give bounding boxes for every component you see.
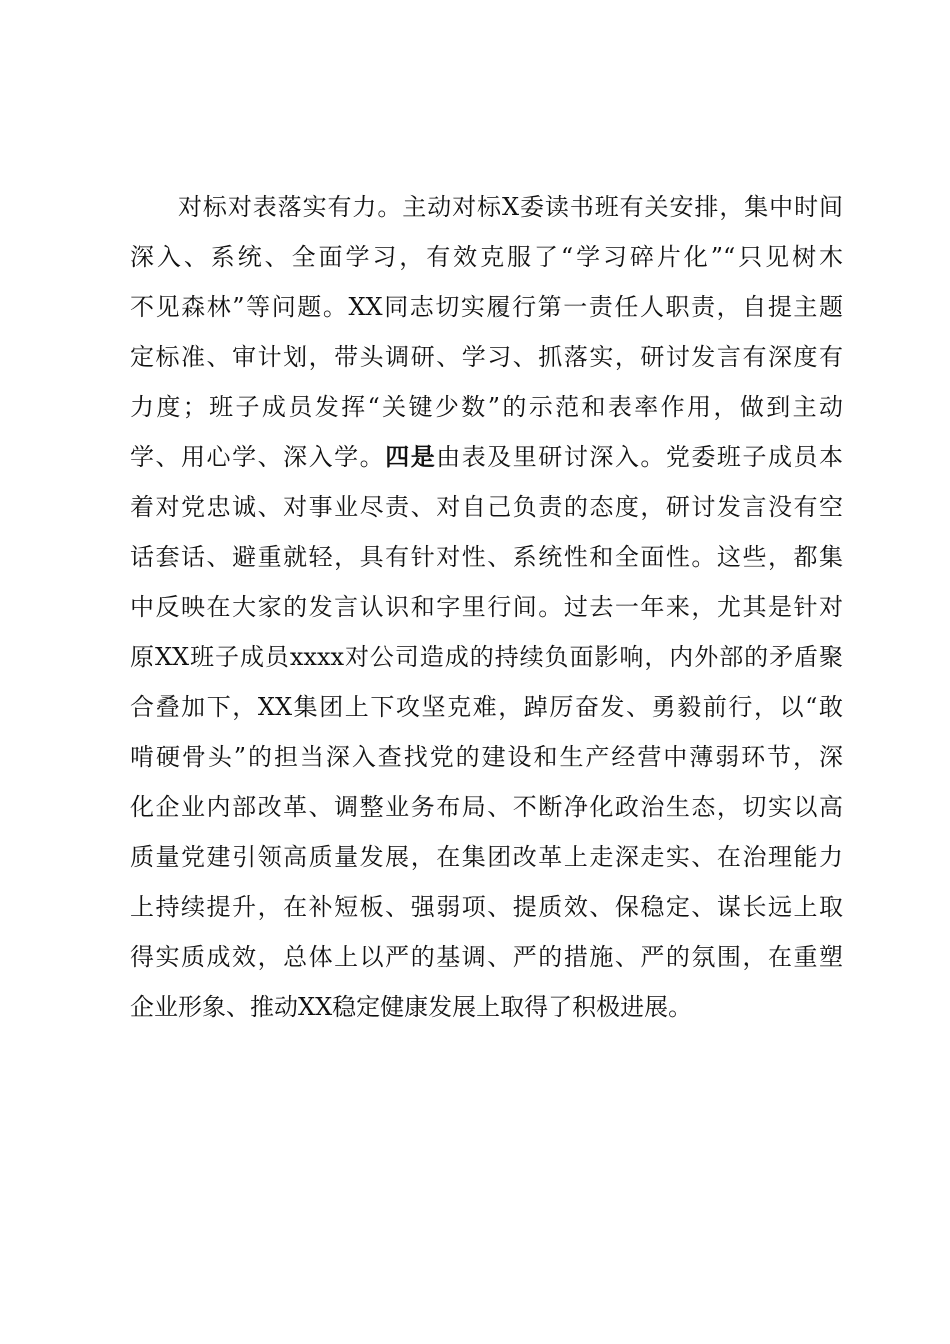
line-6-text-after: 由表及里研讨深入。党委班子成员本 (436, 443, 844, 471)
paragraph-line-6 (130, 432, 843, 482)
bold-marker-sishi: 四是 (385, 442, 437, 471)
line-6-text-before: 学、用心学、深入学。 (130, 443, 386, 471)
paragraph-line-12: 啃硬骨头”的担当深入查找党的建设和生产经营中薄弱环节，深 (130, 743, 843, 771)
paragraph-line-11: 合叠加下，XX集团上下攻坚克难，踔厉奋发、勇毅前行，以“敢 (130, 693, 843, 721)
paragraph-line-13: 化企业内部改革、调整业务布局、不断净化政治生态，切实以高 (130, 793, 843, 821)
paragraph-line-10: 原XX班子成员xxxx对公司造成的持续负面影响，内外部的矛盾聚 (130, 643, 843, 671)
paragraph-line-15: 上持续提升，在补短板、强弱项、提质效、保稳定、谋长远上取 (130, 893, 843, 921)
paragraph-line-1: 对标对表落实有力。主动对标X委读书班有关安排，集中时间 (178, 193, 843, 221)
paragraph-line-3: 不见森林”等问题。XX同志切实履行第一责任人职责，自提主题 (130, 293, 843, 321)
paragraph-line-2: 深入、系统、全面学习，有效克服了“学习碎片化”“只见树木 (130, 243, 843, 271)
paragraph-line-7: 着对党忠诚、对事业尽责、对自己负责的态度，研讨发言没有空 (130, 493, 843, 521)
body-paragraph (130, 182, 843, 1032)
paragraph-line-5: 力度；班子成员发挥“关键少数”的示范和表率作用，做到主动 (130, 393, 843, 421)
paragraph-line-4: 定标准、审计划，带头调研、学习、抓落实，研讨发言有深度有 (130, 343, 843, 371)
paragraph-line-17: 企业形象、推动XX稳定健康发展上取得了积极进展。 (130, 993, 693, 1021)
paragraph-line-8: 话套话、避重就轻，具有针对性、系统性和全面性。这些，都集 (130, 543, 843, 571)
paragraph-line-16: 得实质成效，总体上以严的基调、严的措施、严的氛围，在重塑 (130, 943, 843, 971)
paragraph-line-9: 中反映在大家的发言认识和字里行间。过去一年来，尤其是针对 (130, 593, 843, 621)
paragraph-line-14: 质量党建引领高质量发展，在集团改革上走深走实、在治理能力 (130, 843, 843, 871)
